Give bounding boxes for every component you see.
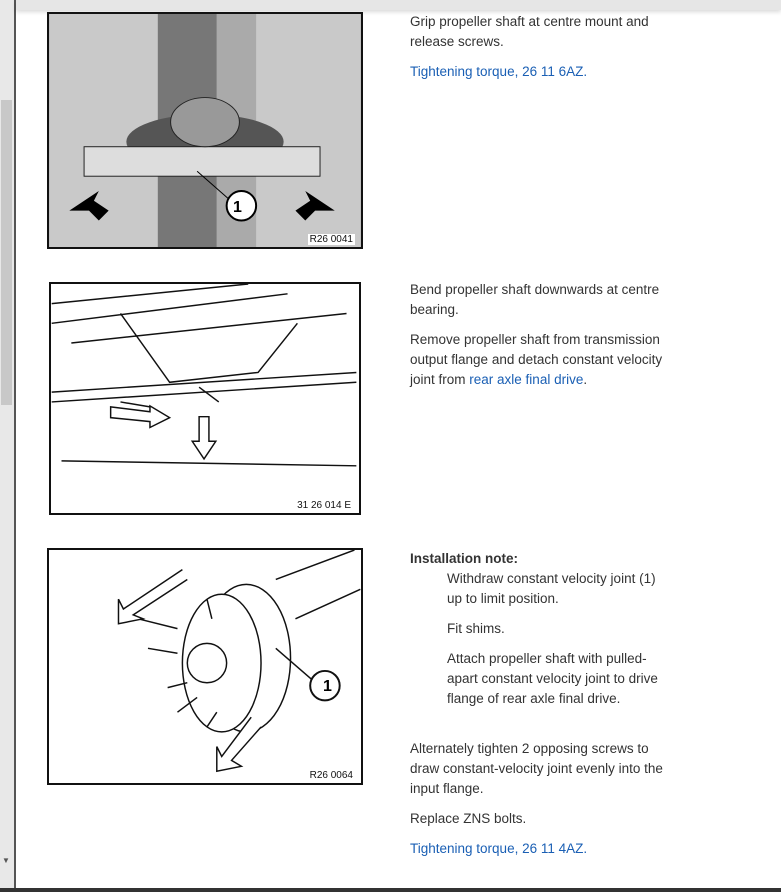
- instruction: Alternately tighten 2 opposing screws to draw constant-velocity joint evenly into the input flange.: [410, 741, 663, 796]
- rear-axle-final-drive-link[interactable]: rear axle final drive: [469, 372, 584, 387]
- bottom-bar: [0, 888, 781, 892]
- callout-number: 1: [323, 678, 332, 695]
- torque-link[interactable]: Tightening torque, 26 11 4AZ.: [410, 841, 588, 856]
- figure-bend-shaft: [49, 282, 361, 515]
- figure-centre-mount: [47, 12, 363, 249]
- scrollbar-thumb[interactable]: [1, 100, 12, 405]
- note: Withdraw constant velocity joint (1) up to limit position.: [447, 571, 656, 606]
- top-toolbar: [16, 0, 781, 10]
- figure-code: R26 0041: [309, 234, 353, 245]
- vertical-scrollbar[interactable]: [0, 0, 14, 888]
- instruction: Grip propeller shaft at centre mount and release screws.: [410, 14, 649, 49]
- step-1-text: [410, 12, 670, 92]
- figure-cv-joint: [47, 548, 363, 785]
- step-3-text: [410, 549, 670, 869]
- callout-number: 1: [233, 199, 242, 216]
- note: Attach propeller shaft with pulled-apart constant velocity joint to drive flange of rear axle final drive.: [447, 651, 658, 706]
- installation-note-heading: Installation note:: [410, 551, 518, 566]
- period: .: [583, 372, 588, 387]
- scroll-down-arrow-icon[interactable]: ▼: [2, 856, 10, 865]
- figure-code: R26 0064: [309, 770, 353, 781]
- step-2-text: [410, 280, 670, 400]
- instruction-text: Remove propeller shaft from transmission output flange and detach constant velocity joint from: [410, 332, 663, 387]
- torque-link[interactable]: Tightening torque, 26 11 6AZ.: [410, 64, 588, 79]
- divider: [14, 0, 16, 888]
- figure-code: 31 26 014 E: [297, 500, 351, 511]
- instruction: Bend propeller shaft downwards at centre bearing.: [410, 282, 660, 317]
- instruction: Replace ZNS bolts.: [410, 811, 527, 826]
- instruction: [410, 330, 670, 390]
- note: Fit shims.: [447, 621, 505, 636]
